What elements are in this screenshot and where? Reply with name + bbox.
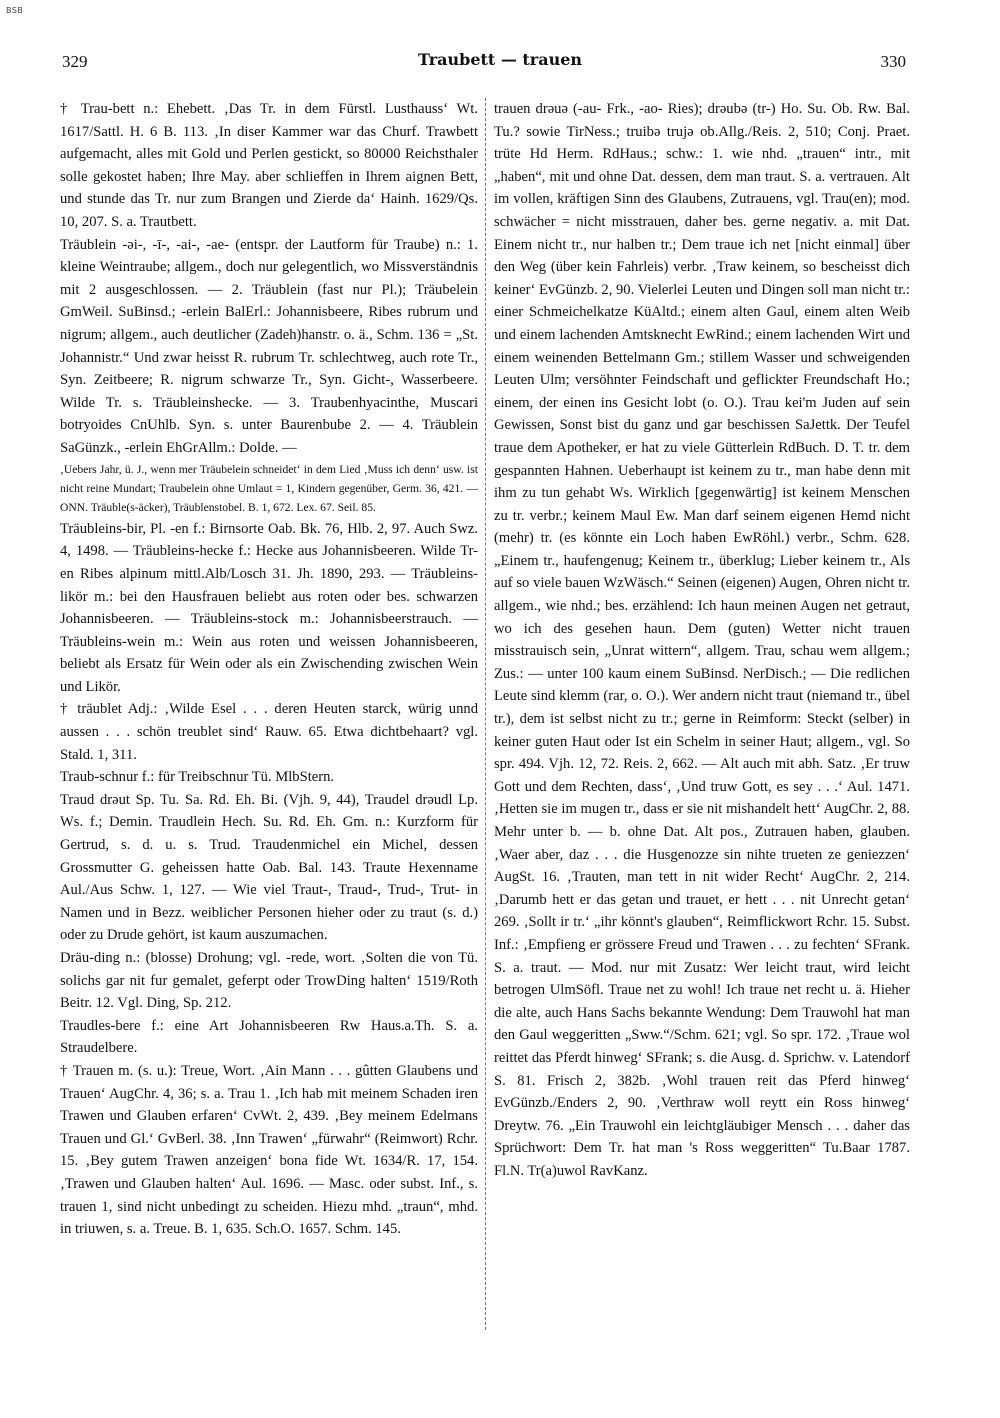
dictionary-entry: Traud drəut Sp. Tu. Sa. Rd. Eh. Bi. (Vjh. 9, 44), Traudel drəudl Lp. Ws. f.; Demin. Traudlein Hech. Su. Rd. Eh. Gm. n.: Kurzform für Gertrud, s. d. u. s. Trud. Traudenmichel ein Michel, dessen Grossmutter G. geheissen hatte Oab. Bal. 143. Traute Hexenname Aul./Aus Schw. 1, 127. — Wie viel Traut-, Traud-, Trud-, Trut- in Namen und in Bezz. weiblicher Personen hieher oder zu traut (s. d.) oder zu Drude gehört, ist kaum auszumachen. <box>60 791 478 944</box>
dictionary-entry: Träublein -əi-, -ī-, -ai-, -ae- (entspr. der Lautform für Traube) n.: 1. kleine Weintraube; allgem., doch nur gelegentlich, wo Missverständnis mit 2 ausgeschlossen. — 2. Träublein (fast nur Pl.); Träubelein GmWeil. SuBinsd.; -erlein BalErl.: Johannisbeere, Ribes rubrum und nigrum; allgem., auch deutlicher (Zadeh)hanstr. o. ä., Schm. 136 = „St. Johannistr.“ Und zwar heisst R. rubrum Tr. schlechtweg, auch rote Tr., Syn. Zeitbeere; R. nigrum schwarze Tr., Syn. Gicht-, Wasserbeere. Wilde Tr. s. Träubleinshecke. — 3. Traubenhyacinthe, Muscari botryoides CnUhlb. Syn. s. unter Baurenbube 2. — 4. Träublein SaGünzk., -erlein EhGrAllm.: Dolde. — <box>60 236 478 456</box>
dictionary-entry: trauen drəuə (-au- Frk., -ao- Ries); drəubə (tr-) Ho. Su. Ob. Rw. Bal. Tu.? sowie TirNess.; truibə trujə ob.Allg./Reis. 2, 510; Conj. Praet. trüte Hd Herm. RdHaus.; schw.: 1. wie nhd. „trauen“ intr., mit „haben“, mit und ohne Dat. dessen, dem man traut. S. a. vertrauen. Alt im vollen, kräftigen Sinn des Glaubens, Zutrauens, vgl. Trau(en); mod. schwächer = nicht misstrauen, daher bes. gerne negativ. a. mit Dat. Einem nicht tr., nur halben tr.; Dem traue ich net [nicht einmal] über den Weg (über kein Fahrleis) verbr. ‚Traw keinem, so bescheisst dich keiner‘ EvGünzb. 2, 90. Vielerlei Leuten und Dingen soll man nicht tr.: einer Schmeichelkatze KüAltd.; einem alten Gaul, einem alten Weib und einem lachenden Amtsknecht EwRind.; einem lachenden Wirt und einem weinenden Bettelmann Gm.; stillem Wasser und schweigenden Leuten Ulm; versöhnter Feindschaft und geflickter Freundschaft Ho.; einem, der einen ins Gesicht lobt (o. O.). Trau kei'm Juden auf sein Gewissen, Sonst bist du ganz und gar beschissen SaJettk. Der Teufel traue dem Apotheker, er hat zu viele Gütterlein RdBuch. D. T. tr. dem gespannten Hahnen. Ueberhaupt ist keinem zu tr., man habe denn mit ihm zu tun gehabt Ws. Wirklich [gegenwärtig] ist keinem Menschen zu tr. verbr.; keinem Maul Ew. Man darf seinem eigenen Hemd nicht (mehr) tr. (es könnte ein Loch haben EwRöhl.) verbr., Schm. 628. „Einem tr., haufengenug; Keinem tr., überklug; Lieber keinem tr., Als auf so viele bauen WzWäsch.“ Seinen (eigenen) Augen, Ohren nicht tr. allgem., wie nhd.; bes. erzählend: Ich haun meinen Augen net getraut, wo ich des gesehen haun. Dem (guten) Wetter nicht trauen misstrauisch sein, „Unrat wittern“, allgem. Trau, schau wem allgem.; Zus.: — unter 100 kaum einem SuBinsd. NerDisch.; — Die redlichen Leute sind klemm (rar, o. O.). Wer andern nicht traut (niemand tr., übel tr.), dem ist selbst nicht zu tr.; gerne in Reimform: Steckt (selber) in keiner guten Haut oder Ist ein Schelm in seiner Haut; allgem., vgl. So spr. 494. Vjh. 12, 72. Reis. 2, 662. — Alt auch mit abh. Satz. ‚Er truw Gott und dem Rechten, dass‘, ‚Und truw Gott, es sey . . .‘ Aul. 1471. ‚Hetten sie im mugen tr., dass er sie nit mishandelt hett‘ AugChr. 2, 88. Mehr unter b. — b. ohne Dat. Alt pos., Zutrauen haben, glauben. ‚Waer aber, daz . . . die Husgenozze sin nihte trueten ze geniezzen‘ AugSt. 16. ‚Trauten, man tett in nit wider Recht‘ AugChr. 2, 214. ‚Darumb hett er das getan und trauet, er hett . . . nit Unrecht getan‘ 269. ‚Sollt ir tr.‘ „ihr könnt's glauben“, Reimflickwort Rchr. 15. Subst. Inf.: ‚Empfieng er grössere Freud und Trawen . . . zu fechten‘ SFrank. S. a. traut. — Mod. nur mit Zusatz: Wer leicht traut, wird leicht betrogen UlmSöfl. Traue net zu wohl! Ich traue net recht u. ä. Hieher die alte, auch Hans Sachs bekannte Wendung: Dem Trauwohl hat man den Gaul weggeritten „Sww.“/Schm. 621; vgl. So spr. 172. ‚Traue wol reittet das Pferdt hinweg‘ SFrank; s. die Ausg. d. Sprichw. v. Latendorf S. 81. Frisch 2, 382b. ‚Wohl trauen reit das Pferd hinweg‘ EvGünzb./Enders 2, 90. ‚Verthraw woll reytt ein Ross hinweg‘ Dreytw. 76. „Ein Trauwohl ein leichtgläubiger Mensch . . . daher das Sprüchwort: Dem Tr. hat man 's Ross weggeritten“ Tu.Baar 1787. Fl.N. Tr(a)uwol RavKanz. <box>494 101 910 1179</box>
page-number-right: 330 <box>880 52 906 71</box>
right-column <box>494 98 910 1183</box>
library-watermark: BSB <box>6 6 24 15</box>
running-head: Traubett — trauen <box>417 50 583 69</box>
dictionary-entry: Träubleins-bir, Pl. -en f.: Birnsorte Oab. Bk. 76, Hlb. 2, 97. Auch Swz. 4, 1498. — Träubleins-hecke f.: Hecke aus Johannisbeeren. Wilde Tr-en Ribes alpinum mittl.Alb/Losch 31. Jh. 1890, 293. — Träubleins-likör m.: bei den Hausfrauen beliebt aus roten oder bes. schwarzen Johannisbeeren. — Träubleins-stock m.: Johannisbeerstrauch. — Träubleins-wein m.: Wein aus roten und weissen Johannisbeeren, beliebt als Ersatz für Wein oder als ein Zwischending zwischen Wein und Likör. <box>60 520 478 695</box>
dictionary-entry: † Trau-bett n.: Ehebett. ‚Das Tr. in dem Fürstl. Lusthauss‘ Wt. 1617/Sattl. H. 6 B. 113. ‚In diser Kammer war das Churf. Trawbett aufgemacht, alles mit Gold und Perlen gestickt, so 80000 Reichsthaler solle gekostet haben; Ihre May. aber schlieffen in Ihrem aignen Bett, und stunde das Tr. nur zum Brangen und Zierde da‘ Hainh. 1629/Qs. 10, 207. S. a. Trautbett. <box>60 101 478 230</box>
dictionary-entry: Dräu-ding n.: (blosse) Drohung; vgl. -rede, wort. ‚Solten die von Tü. solichs gar nit fur gemalet, geferpt oder TrowDing halten‘ 1519/Roth Beitr. 12. Vgl. Ding, Sp. 212. <box>60 950 478 1012</box>
dictionary-entry: † Trauen m. (s. u.): Treue, Wort. ‚Ain Mann . . . gûtten Glaubens und Trauen‘ AugChr. 4, 36; s. a. Trau 1. ‚Ich hab mit meinem Schaden iren Trawen und Glauben erfaren‘ CvWt. 2, 439. ‚Bey meinem Edelmans Trauen und Gl.‘ GvBerl. 38. ‚Inn Trawen‘ „fürwahr“ (Reimwort) Rchr. 15. ‚Bey gutem Trawen anzeigen‘ bona fide Wt. 1634/R. 17, 154. ‚Trawen und Glauben halten‘ Aul. 1696. — Masc. oder subst. Inf., s. trauen 1, sind nicht unbedingt zu scheiden. Hiezu mhd. „traun“, mhd. in triuwen, s. a. Treue. B. 1, 635. Sch.O. 1657. Schm. 145. <box>60 1062 478 1238</box>
dictionary-entry: ‚Uebers Jahr, ü. J., wenn mer Träubelein schneidet‘ in dem Lied ‚Muss ich denn‘ usw. ist nicht reine Mundart; Traubelein ohne Umlaut = 1, Kindern gegenüber, Germ. 36, 421. — ONN. Träuble(s-äcker), Träublenstobel. B. 1, 672. Lex. 67. Seil. 85. <box>60 462 478 515</box>
dictionary-entry: Traudles-bere f.: eine Art Johannisbeeren Rw Haus.a.Th. S. a. Straudelbere. <box>60 1017 478 1057</box>
left-column <box>60 98 478 1241</box>
dictionary-entry: Traub-schnur f.: für Treibschnur Tü. MlbStern. <box>60 769 335 786</box>
page-number-left: 329 <box>62 52 88 71</box>
column-divider <box>485 98 486 1330</box>
dictionary-entry: † träublet Adj.: ‚Wilde Esel . . . deren Heuten starck, würig unnd aussen . . . schön treublet sind‘ Rauw. 65. Etwa dichtbehaart? vgl. Stald. 1, 311. <box>60 701 478 763</box>
